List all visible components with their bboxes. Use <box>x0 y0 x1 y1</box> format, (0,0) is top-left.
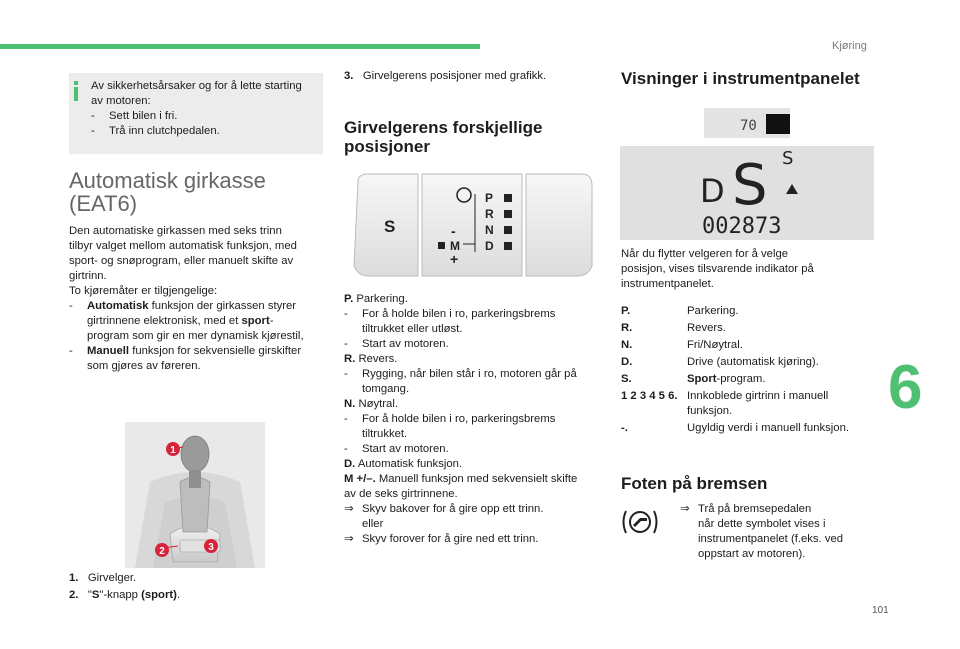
gear-position-line: ⇒ Skyv forover for å gire ned ett trinn. <box>344 533 539 545</box>
instrument-cluster-graphic <box>620 108 874 240</box>
definition-row: 1 2 3 4 5 6. Innkoblede girtrinn i manuell funksjon. <box>621 390 829 417</box>
gear-position-line: av de seks girtrinnene. <box>344 488 458 500</box>
gear-position-line: N. Nøytral. <box>344 398 398 410</box>
gear-position-line: ⇒ Skyv bakover for å gire opp ett trinn. <box>344 503 544 515</box>
cluster-top-value: 70 <box>740 118 757 134</box>
gear-position-line: P. Parkering. <box>344 293 408 305</box>
callout-2-label: 2 <box>159 546 165 557</box>
gear-m-label: M <box>450 239 460 253</box>
gear-position-line: - Start av motoren. <box>344 443 449 455</box>
definition-row: -. Ugyldig verdi i manuell funksjon. <box>621 422 850 434</box>
arrow-bullet-icon: ⇒ <box>680 503 690 515</box>
gear-position-line: tiltrukket eller utløst. <box>362 323 463 335</box>
section-title: Automatisk girkasse (EAT6) <box>69 168 266 216</box>
info-icon <box>73 81 79 106</box>
caption-2: 2. "S"-knapp (sport). <box>69 589 181 601</box>
chapter-number: 6 <box>888 353 923 422</box>
callout-1-label: 1 <box>170 445 176 456</box>
gear-minus-label: - <box>451 223 456 239</box>
gear-r-label: R <box>485 207 494 221</box>
display-heading: Visninger i instrumentpanelet <box>621 69 860 88</box>
gear-position-line: - For å holde bilen i ro, parkeringsbrems <box>344 413 556 425</box>
chapter-title: Kjøring <box>832 40 867 52</box>
gear-position-line: eller <box>362 518 384 530</box>
list-item-automatic: - Automatisk funksjon der girkassen styrer <box>69 300 297 312</box>
display-paragraph: Når du flytter velgeren for å velge posisjon, vises tilsvarende indikator på instrumentpanelet. <box>621 248 814 290</box>
cluster-odometer: 002873 <box>702 214 782 239</box>
s-button-label: S <box>384 217 396 236</box>
caption-1: 1. Girvelger. <box>69 572 137 584</box>
gear-p-label: P <box>485 191 494 205</box>
arrow-bullet-icon: ⇒ <box>344 503 354 515</box>
gear-position-line: - Start av motoren. <box>344 338 449 350</box>
gear-position-line: - Rygging, når bilen står i ro, motoren går på <box>344 368 577 380</box>
gear-shifter-illustration <box>125 422 265 568</box>
callout-3-label: 3 <box>208 542 214 553</box>
definition-row: S. Sport-program. <box>621 373 766 385</box>
list-item-manual: - Manuell funksjon for sekvensielle girskifter <box>69 345 302 357</box>
brake-heading: Foten på bremsen <box>621 474 768 493</box>
gear-position-line: M +/–. Manuell funksjon med sekvensielt skifte <box>344 473 578 485</box>
info-line: Av sikkerhetsårsaker og for å lette starting <box>91 80 302 92</box>
gear-position-line: - For å holde bilen i ro, parkeringsbrems <box>344 308 556 320</box>
brake-pedal-warning-icon <box>620 507 660 537</box>
chapter-color-bar <box>0 44 480 49</box>
info-list-item: - Trå inn clutchpedalen. <box>91 125 220 137</box>
definition-row: D. Drive (automatisk kjøring). <box>621 356 819 368</box>
cluster-gear-small: S <box>782 148 794 169</box>
cluster-gear-mode: D <box>700 172 725 210</box>
gear-position-line: tomgang. <box>362 383 410 395</box>
definition-row: R. Revers. <box>621 322 726 334</box>
gear-selector-graphic <box>346 172 596 278</box>
gear-n-label: N <box>485 223 494 237</box>
gear-positions-heading: Girvelgerens forskjellige posisjoner <box>344 118 543 156</box>
info-list-item: - Sett bilen i fri. <box>91 110 178 122</box>
gear-position-line: tiltrukket. <box>362 428 408 440</box>
definition-row: N. Fri/Nøytral. <box>621 339 743 351</box>
brake-instruction: ⇒ Trå på bremsepedalen når dette symbolet vises i instrumentpanelet (f.eks. ved oppstart av motoren). <box>680 503 844 560</box>
intro-paragraph: Den automatiske girkassen med seks trinn tilbyr valget mellom automatisk funksjon, med sport- og snøprogram, eller manuelt skifte av girtrinn. To kjøremåter er tilgjengelige: - Automatisk funksjon der girkassen styrer girtrinnene elektronisk, med et sport- program som gir en mer dynamisk kjørestil, - Manuell funksjon for sekvensielle girskifter som gjøres av føreren. <box>69 224 327 374</box>
cluster-gear-big: S <box>732 153 768 218</box>
info-box <box>69 73 323 154</box>
gear-d-label: D <box>485 239 494 253</box>
gear-plus-label: + <box>450 251 459 267</box>
arrow-bullet-icon: ⇒ <box>344 533 354 545</box>
gear-position-line: D. Automatisk funksjon. <box>344 458 463 470</box>
page-number: 101 <box>872 605 889 616</box>
caption-3: 3. Girvelgerens posisjoner med grafikk. <box>344 70 547 82</box>
gear-positions-list <box>344 292 604 547</box>
definition-row: P. Parkering. <box>621 305 739 317</box>
info-line: av motoren: <box>91 95 151 107</box>
gear-position-line: R. Revers. <box>344 353 398 365</box>
display-definitions <box>621 304 871 438</box>
